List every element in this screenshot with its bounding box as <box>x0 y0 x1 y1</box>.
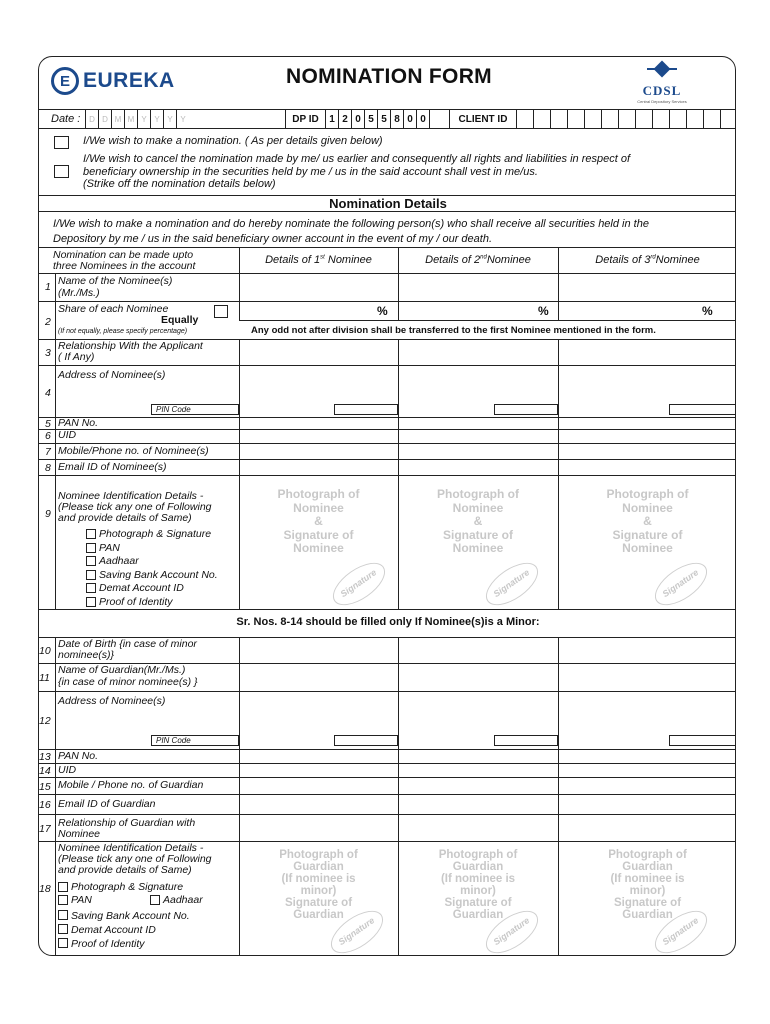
guardian-pan-option: PAN <box>71 894 92 906</box>
dp-id-digit: 5 <box>377 110 390 129</box>
option-cancel-nomination <box>39 153 736 193</box>
client-id-cell[interactable] <box>670 110 687 129</box>
first-nominee-pin-input[interactable] <box>334 404 398 415</box>
row-number: 1 <box>45 281 51 293</box>
date-cell[interactable]: M <box>111 110 124 129</box>
guardian-email-label: Email ID of Guardian <box>58 798 156 810</box>
pin-code-label: PIN Code <box>151 735 239 746</box>
table-rule <box>39 459 736 460</box>
email-label: Email ID of Nominee(s) <box>58 461 167 473</box>
third-guardian-pin-input[interactable] <box>669 735 736 746</box>
photo-caption: Nominee <box>452 500 504 515</box>
photo-caption: Guardian <box>622 861 673 873</box>
table-rule <box>39 749 736 750</box>
guardian-pan-label: PAN No. <box>58 750 99 762</box>
guardian-proof-identity-checkbox[interactable] <box>58 938 68 948</box>
pan-option: PAN <box>99 542 120 554</box>
dp-id-digit: 0 <box>416 110 429 129</box>
photo-caption: Nominee <box>293 500 344 515</box>
nomination-form <box>38 56 736 956</box>
make-nomination-checkbox[interactable] <box>54 136 69 149</box>
table-rule <box>55 273 56 609</box>
nomination-intro-line-1: I/We wish to make a nomination and do hereby nominate the following person(s) who shall receive all securities held in the <box>53 218 649 230</box>
date-dpid-row <box>39 109 736 129</box>
photo-caption: Guardian <box>293 861 344 873</box>
second-nominee-photo-area[interactable] <box>398 488 558 556</box>
cdsl-logo <box>627 61 697 104</box>
first-nominee-percent: % <box>377 304 388 318</box>
client-id-cell[interactable] <box>687 110 704 129</box>
guardian-relationship-label-2: Nominee <box>58 828 101 840</box>
guardian-demat-account-option: Demat Account ID <box>71 924 156 936</box>
guardian-name-label-2: {in case of minor nominee(s) } <box>58 676 198 688</box>
row-number: 7 <box>45 446 51 458</box>
demat-account-option: Demat Account ID <box>99 582 184 594</box>
identification-label-3: and provide details of Same) <box>58 512 192 524</box>
row-number: 8 <box>45 462 51 474</box>
guardian-savings-account-checkbox[interactable] <box>58 910 68 920</box>
pin-code-label: PIN Code <box>151 404 239 415</box>
photo-caption: Guardian <box>293 909 344 921</box>
second-nominee-header-text: Details of 2 <box>425 254 481 266</box>
photo-signature-option: Photograph & Signature <box>99 528 212 540</box>
guardian-photo-signature-checkbox[interactable] <box>58 882 68 892</box>
dp-id-digit: 0 <box>351 110 364 129</box>
equally-label: Equally <box>161 314 199 326</box>
table-rule <box>39 814 736 815</box>
dp-id-digit: 8 <box>390 110 403 129</box>
photo-caption: minor) <box>300 885 337 897</box>
photo-signature-checkbox[interactable] <box>86 529 96 539</box>
row-number: 6 <box>45 430 51 442</box>
row-number: 10 <box>39 645 51 657</box>
date-label: Date : <box>51 113 81 125</box>
table-rule <box>39 247 736 248</box>
share-percentage-note: (If not equally, please specify percentage) <box>58 328 188 335</box>
demat-account-checkbox[interactable] <box>86 583 96 593</box>
client-id-cell[interactable] <box>704 110 721 129</box>
date-cell[interactable]: D <box>85 110 98 129</box>
second-guardian-photo-area[interactable] <box>398 849 558 921</box>
photo-caption: Signature of <box>284 897 353 909</box>
dp-id-digit-spacer <box>429 110 447 129</box>
signature-stamp: Signature <box>324 903 390 956</box>
third-nominee-pin-input[interactable] <box>669 404 736 415</box>
guardian-identification-label-3: and provide details of Same) <box>58 864 192 876</box>
row-number: 15 <box>39 781 51 793</box>
photo-caption: Nominee <box>622 500 673 515</box>
third-nominee-photo-area[interactable] <box>558 488 736 556</box>
guardian-demat-account-checkbox[interactable] <box>58 924 68 934</box>
photo-caption: & <box>314 514 323 528</box>
first-nominee-ordinal: st <box>320 254 325 261</box>
table-rule <box>39 365 736 366</box>
guardian-name-label: Name of Guardian(Mr./Ms.) <box>58 664 186 676</box>
equally-checkbox[interactable] <box>214 305 228 318</box>
table-rule <box>39 429 736 430</box>
cancel-nomination-line-2: beneficiary ownership in the securities held by me / us in the said account shall vest in me/us. <box>83 165 538 178</box>
photo-caption: (If nominee is <box>281 873 356 885</box>
guardian-uid-label: UID <box>58 764 77 776</box>
client-id-cell[interactable] <box>517 110 534 129</box>
dob-label: Date of Birth {in case of minor <box>58 638 197 650</box>
row-number: 13 <box>39 751 51 763</box>
photo-caption: Guardian <box>452 861 504 873</box>
guardian-mobile-label: Mobile / Phone no. of Guardian <box>58 779 204 791</box>
dp-id-label: DP ID <box>285 110 325 129</box>
photo-caption: Signature of <box>613 897 682 909</box>
row-number: 11 <box>39 672 50 684</box>
third-nominee-percent: % <box>702 304 713 318</box>
signature-stamp: Signature <box>479 903 545 956</box>
first-nominee-photo-area[interactable] <box>239 488 398 556</box>
odd-share-note: Any odd not after division shall be transferred to the first Nominee mentioned in the form. <box>251 325 656 336</box>
signature-stamp: Signature <box>648 555 714 614</box>
relationship-label-2: ( If Any) <box>58 351 95 363</box>
pan-checkbox[interactable] <box>86 543 96 553</box>
table-rule <box>39 443 736 444</box>
dp-id-digit: 5 <box>364 110 377 129</box>
mobile-label: Mobile/Phone no. of Nominee(s) <box>58 445 209 457</box>
cdsl-logo-text: CDSL <box>642 83 682 98</box>
row-number: 9 <box>45 508 51 520</box>
table-rule <box>55 637 56 955</box>
relationship-label: Relationship With the Applicant <box>58 340 203 352</box>
photo-caption: Signature of <box>444 897 512 909</box>
table-rule <box>39 609 736 610</box>
pan-label: PAN No. <box>58 417 99 429</box>
eureka-logo <box>51 67 175 95</box>
row-number: 18 <box>39 883 51 895</box>
client-id-label: CLIENT ID <box>449 110 517 129</box>
photo-caption: minor) <box>629 885 666 897</box>
table-rule <box>39 794 736 795</box>
identification-label: Nominee Identification Details - <box>58 490 204 502</box>
second-nominee-ordinal: nd <box>480 254 487 261</box>
dob-label-2: nominee(s)} <box>58 649 115 661</box>
guardian-pan-checkbox[interactable] <box>58 895 68 905</box>
table-rule <box>39 777 736 778</box>
third-nominee-word: Nominee <box>655 254 700 266</box>
proof-identity-checkbox[interactable] <box>86 597 96 607</box>
signature-stamp: Signature <box>326 555 392 614</box>
row-number: 5 <box>45 418 51 430</box>
photo-caption: Photograph of <box>277 487 360 501</box>
guardian-identification-label-2: (Please tick any one of Following <box>58 853 212 865</box>
photo-caption: Signature of <box>442 527 513 542</box>
guardian-savings-account-option: Saving Bank Account No. <box>71 910 190 922</box>
form-title: NOMINATION FORM <box>286 65 492 88</box>
dp-id-digit: 0 <box>403 110 416 129</box>
table-rule <box>398 339 399 609</box>
table-rule <box>39 417 736 418</box>
photo-caption: Signature of <box>612 527 683 542</box>
guardian-photo-signature-option: Photograph & Signature <box>71 881 184 893</box>
row-number: 17 <box>39 823 51 835</box>
table-rule <box>39 273 736 274</box>
nomination-intro-line-2: Depository by me / us in the said beneficiary owner account in the event of my / our death. <box>53 233 493 245</box>
row-number: 12 <box>39 715 51 727</box>
client-id-cell[interactable] <box>551 110 568 129</box>
first-nominee-word: Nominee <box>324 254 372 266</box>
option-make-nomination <box>39 135 736 151</box>
guardian-relationship-label: Relationship of Guardian with <box>58 817 196 829</box>
form-header <box>39 57 736 107</box>
client-id-cell[interactable] <box>653 110 670 129</box>
guardian-proof-identity-option: Proof of Identity <box>71 938 145 950</box>
identification-label-2: (Please tick any one of Following <box>58 501 212 513</box>
guardian-identification-label: Nominee Identification Details - <box>58 842 204 854</box>
nomination-limit-line-1: Nomination can be made upto <box>53 249 194 261</box>
photo-caption: Guardian <box>622 909 673 921</box>
client-id-cell[interactable] <box>585 110 602 129</box>
row-number: 16 <box>39 799 51 811</box>
first-nominee-header <box>239 254 398 266</box>
aadhaar-option: Aadhaar <box>99 555 139 567</box>
table-rule <box>239 339 240 609</box>
table-rule <box>39 763 736 764</box>
client-id-cell[interactable] <box>568 110 585 129</box>
minor-section-title: Sr. Nos. 8-14 should be filled only If Nominee(s)is a Minor: <box>236 616 540 628</box>
second-nominee-header <box>398 254 558 266</box>
first-nominee-header-text: Details of 1 <box>265 254 321 266</box>
uid-label: UID <box>58 429 77 441</box>
guardian-aadhaar-option: Aadhaar <box>163 894 203 906</box>
photo-caption: Photograph of <box>279 849 358 861</box>
date-cell[interactable]: D <box>98 110 111 129</box>
photo-caption: Nominee <box>293 541 344 555</box>
second-nominee-pin-input[interactable] <box>494 404 558 415</box>
photo-caption: Photograph of <box>438 849 518 861</box>
photo-caption: & <box>643 514 652 528</box>
date-cell[interactable]: Y <box>163 110 176 129</box>
date-cell[interactable]: Y <box>137 110 150 129</box>
photo-caption: Photograph of <box>606 487 689 501</box>
nominee-address-label: Address of Nominee(s) <box>58 369 166 381</box>
date-cell[interactable]: M <box>124 110 137 129</box>
photo-caption: & <box>473 514 483 528</box>
signature-stamp: Signature <box>479 555 545 614</box>
date-input[interactable] <box>85 110 189 129</box>
table-rule <box>239 320 736 321</box>
client-id-cell[interactable] <box>602 110 619 129</box>
date-cell[interactable]: Y <box>176 110 189 129</box>
cancel-nomination-line-1: I/We wish to cancel the nomination made by me/ us earlier and consequently all rights and liabilities in respect of <box>83 153 631 165</box>
table-rule <box>39 475 736 476</box>
client-id-cell[interactable] <box>619 110 636 129</box>
photo-caption: Signature of <box>283 527 354 542</box>
third-guardian-photo-area[interactable] <box>558 849 736 921</box>
cancel-nomination-checkbox[interactable] <box>54 165 69 178</box>
signature-stamp: Signature <box>648 903 714 956</box>
cancel-nomination-line-3: (Strike off the nomination details below) <box>83 178 276 190</box>
photo-caption: Guardian <box>452 909 504 921</box>
photo-caption: Nominee <box>622 541 673 555</box>
third-nominee-ordinal: rd <box>650 254 656 261</box>
table-rule <box>39 301 736 302</box>
eureka-logo-text: EUREKA <box>83 69 175 92</box>
guardian-aadhaar-checkbox[interactable] <box>150 895 160 905</box>
aadhaar-checkbox[interactable] <box>86 556 96 566</box>
third-nominee-header-text: Details of 3 <box>595 254 651 266</box>
nominee-name-label: Name of the Nominee(s) <box>58 275 173 287</box>
nomination-details-title: Nomination Details <box>39 195 736 212</box>
second-nominee-percent: % <box>538 304 549 318</box>
row-number: 4 <box>45 387 51 399</box>
photo-caption: (If nominee is <box>610 873 685 885</box>
cdsl-tagline: Central Depository Services <box>637 99 687 104</box>
eureka-logo-icon: E <box>51 67 79 95</box>
client-id-cell[interactable] <box>534 110 551 129</box>
row-number: 14 <box>39 765 51 777</box>
table-rule <box>39 691 736 692</box>
photo-caption: (If nominee is <box>440 873 516 885</box>
nominee-name-label-2: (Mr./Ms.) <box>58 287 100 299</box>
first-guardian-pin-input[interactable] <box>334 735 398 746</box>
client-id-cell[interactable] <box>721 110 736 129</box>
third-nominee-header <box>558 254 736 266</box>
second-nominee-word: Nominee <box>486 254 531 266</box>
photo-caption: Photograph of <box>608 849 687 861</box>
nomination-limit-line-2: three Nominees in the account <box>53 260 196 272</box>
client-id-cell[interactable] <box>636 110 653 129</box>
dp-id-digit: 1 <box>325 110 338 129</box>
cdsl-emblem-icon <box>647 61 677 83</box>
nominee-share-label: Share of each Nominee <box>58 303 169 315</box>
minor-address-label: Address of Nominee(s) <box>58 695 166 707</box>
photo-caption: Photograph of <box>437 487 519 501</box>
second-guardian-pin-input[interactable] <box>494 735 558 746</box>
make-nomination-text: I/We wish to make a nomination. ( As per details given below) <box>83 135 383 147</box>
date-cell[interactable]: Y <box>150 110 163 129</box>
row-number: 2 <box>45 316 51 328</box>
dp-id-digit: 2 <box>338 110 351 129</box>
row-number: 3 <box>45 347 51 359</box>
savings-account-checkbox[interactable] <box>86 570 96 580</box>
savings-account-option: Saving Bank Account No. <box>99 569 218 581</box>
proof-identity-option: Proof of Identity <box>99 596 173 608</box>
dp-id-value <box>325 110 447 129</box>
photo-caption: Nominee <box>452 541 504 555</box>
photo-caption: minor) <box>460 885 496 897</box>
table-rule <box>558 339 559 609</box>
